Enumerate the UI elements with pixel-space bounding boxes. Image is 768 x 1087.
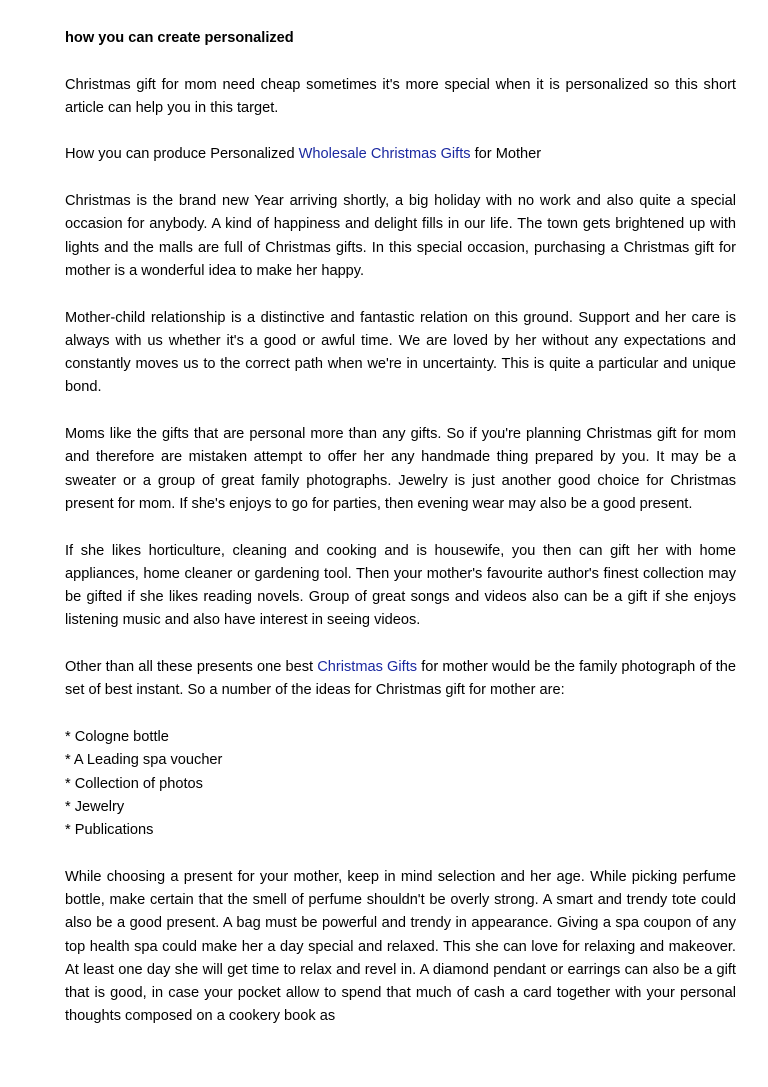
- christmas-gifts-link[interactable]: Christmas Gifts: [317, 659, 418, 676]
- paragraph-choosing-present: While choosing a present for your mother, keep in mind selection and her age. While picking perfume bottle, make certain that the smell of perfume shouldn't be overly strong. A smart and trendy tote could also be a good present. A bag must be powerful and trendy in appearance. Giving a spa coupon of any top health spa could make her a day special and relaxed. This she can love for relaxing and makeover. At least one day she will get time to relax and revel in. A diamond pendant or earrings can also be a gift that is good, in case your pocket allow to spend that much of cash a card together with your personal thoughts composed on a cookery book as: [65, 868, 736, 1025]
- subheading-text-after: for Mother: [470, 146, 542, 163]
- paragraph-family-photograph: [65, 656, 736, 703]
- family-photo-text-after: for mother would be the family photograph of the set of best instant. So a number of the ideas for Christmas gift for mother are:: [65, 659, 736, 699]
- family-photo-text-before: Other than all these presents one best: [65, 659, 318, 676]
- subheading-paragraph: [65, 143, 736, 166]
- list-item: * A Leading spa voucher: [65, 752, 223, 769]
- list-item: * Publications: [65, 822, 154, 839]
- document-title: how you can create personalized: [65, 30, 294, 46]
- intro-paragraph: Christmas gift for mom need cheap sometimes it's more special when it is personalized so this short article can help you in this target.: [65, 76, 736, 116]
- list-item: * Cologne bottle: [65, 728, 169, 745]
- wholesale-christmas-gifts-link[interactable]: Wholesale Christmas Gifts: [298, 146, 471, 163]
- list-item: * Jewelry: [65, 798, 125, 815]
- paragraph-christmas-holiday: Christmas is the brand new Year arriving shortly, a big holiday with no work and also quite a special occasion for anybody. A kind of happiness and delight fills in our life. The town gets brightened up with lights and the malls are full of Christmas gifts. In this special occasion, purchasing a Christmas gift for mother is a wonderful idea to make her happy.: [65, 193, 736, 279]
- paragraph-housewife-gifts: If she likes horticulture, cleaning and cooking and is housewife, you then can gift her with home appliances, home cleaner or gardening tool. Then your mother's favourite author's finest collection may be gifted if she likes reading novels. Group of great songs and videos also can be a gift if she enjoys listening music and also have interest in seeing videos.: [65, 542, 736, 629]
- document-page: [65, 27, 736, 1052]
- paragraph-mother-child: Mother-child relationship is a distinctive and fantastic relation on this ground. Support and her care is always with us whether it's a good or awful time. We are loved by her without any expectations and constantly moves us to the correct path when we're in uncertainty. This is quite a particular and unique bond.: [65, 309, 736, 396]
- subheading-text-before: How you can produce Personalized: [65, 146, 299, 163]
- list-item: * Collection of photos: [65, 775, 203, 792]
- gift-ideas-list: [65, 726, 736, 842]
- paragraph-personal-gifts: Moms like the gifts that are personal more than any gifts. So if you're planning Christmas gift for mom and therefore are mistaken attempt to offer her any handmade thing prepared by you. It may be a sweater or a group of great family photographs. Jewelry is just another good choice for Christmas present for mom. If she's enjoys to go for parties, then evening wear may also be a good present.: [65, 426, 736, 512]
